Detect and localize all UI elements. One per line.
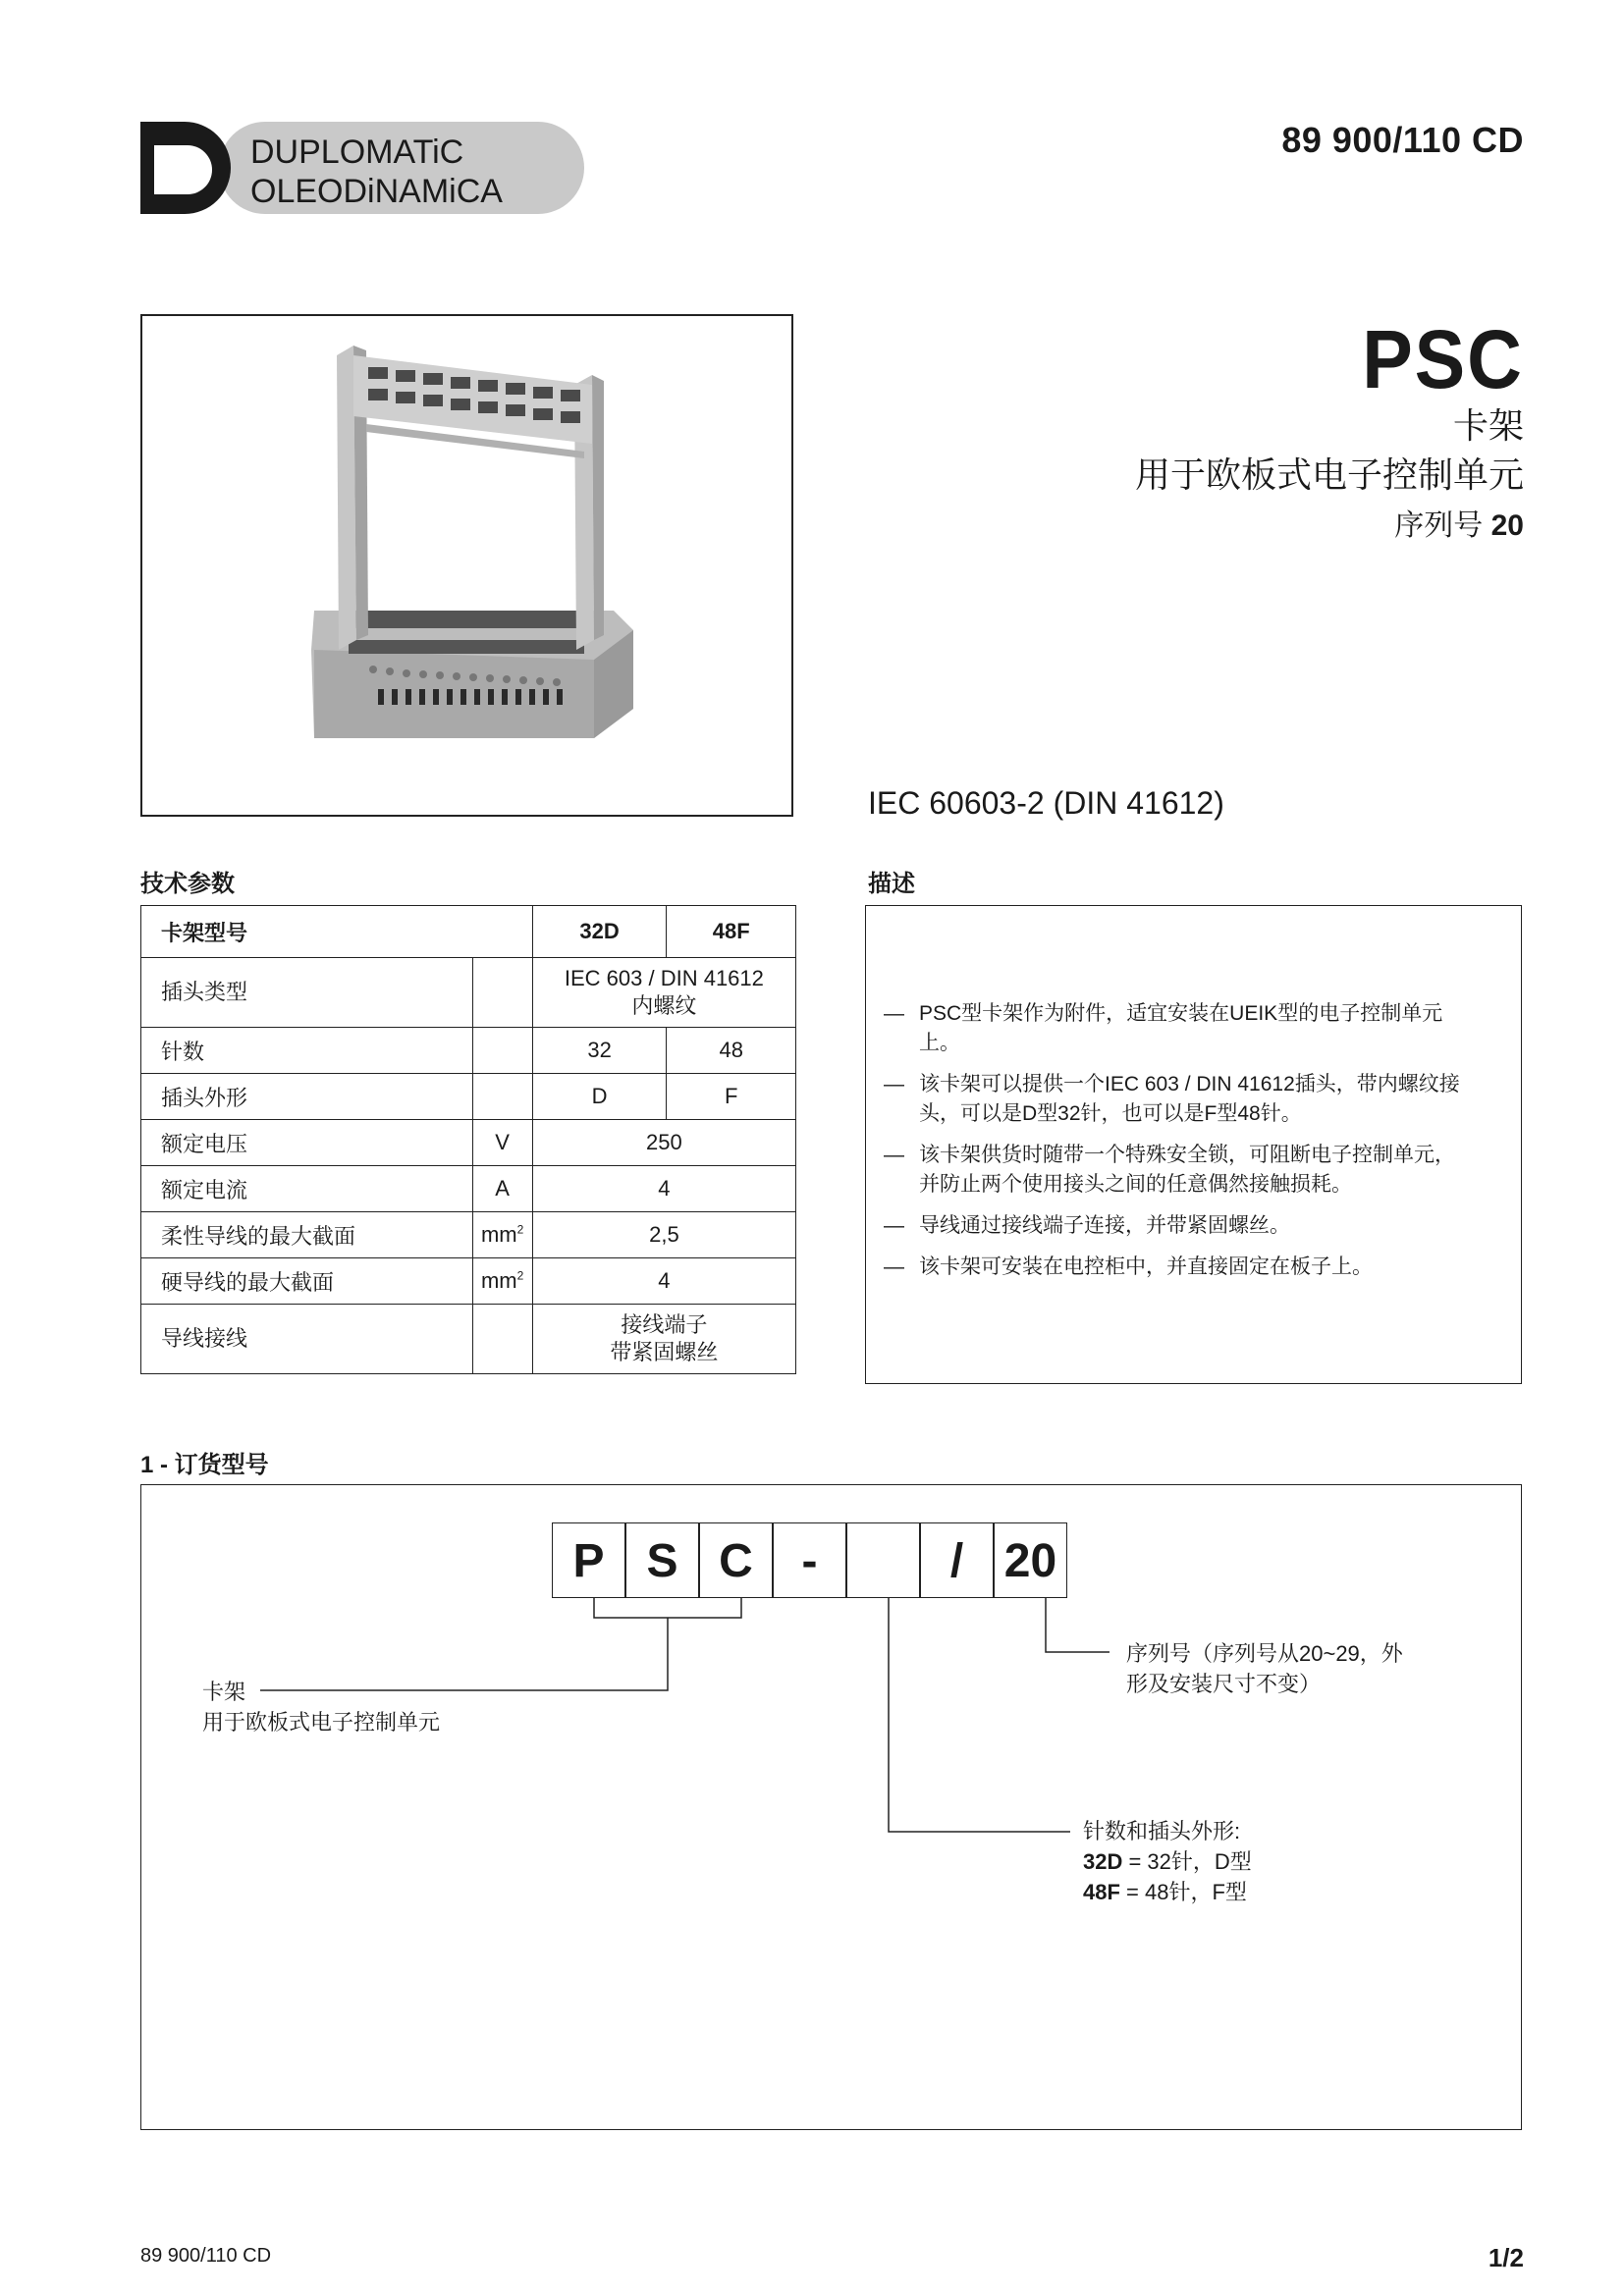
order-title: 1 - 订货型号 bbox=[140, 1452, 269, 1478]
code-cell-c: C bbox=[699, 1522, 773, 1598]
code-cell-dash: - bbox=[773, 1522, 846, 1598]
value-line-2: 带紧固螺丝 bbox=[610, 1340, 719, 1364]
table-cell-value: 4 bbox=[532, 1258, 795, 1305]
document-code: 89 900/110 CD bbox=[1281, 120, 1524, 160]
table-cell-label: 额定电流 bbox=[141, 1166, 473, 1212]
tech-title: 技术参数 bbox=[140, 871, 235, 897]
table-cell-value: F bbox=[667, 1074, 796, 1120]
item-line: 该卡架供货时随带一个特殊安全锁，可阻断电子控制单元， bbox=[919, 1144, 1455, 1166]
dash-mark: — bbox=[884, 1002, 904, 1025]
dash-mark: — bbox=[884, 1073, 904, 1095]
product-code: PSC bbox=[1362, 313, 1524, 405]
callout-pins-option bbox=[1083, 1846, 1252, 1877]
table-cell-label: 插头外形 bbox=[141, 1074, 473, 1120]
dash-mark: — bbox=[884, 1214, 904, 1237]
table-cell-label: 插头类型 bbox=[141, 958, 473, 1028]
standard-reference: IEC 60603-2 (DIN 41612) bbox=[868, 785, 1224, 821]
item-line: 并防止两个使用接头之间的任意偶然接触损耗。 bbox=[919, 1173, 1352, 1196]
table-cell-unit: A bbox=[472, 1166, 532, 1212]
callout-pins-option bbox=[1083, 1877, 1252, 1907]
table-cell-value: 32 bbox=[532, 1028, 667, 1074]
logo-line-2: OLEODiNAMiCA bbox=[250, 173, 503, 210]
option-text: = 32针，D型 bbox=[1122, 1849, 1252, 1874]
table-cell-label: 导线接线 bbox=[141, 1305, 473, 1374]
item-line: 该卡架可安装在电控柜中，并直接固定在板子上。 bbox=[919, 1255, 1373, 1278]
table-cell-label: 硬导线的最大截面 bbox=[141, 1258, 473, 1305]
logo-line-1: DUPLOMATiC bbox=[250, 133, 464, 171]
callout-pins bbox=[1083, 1816, 1252, 1907]
item-line: 导线通过接线端子连接，并带紧固螺丝。 bbox=[919, 1214, 1290, 1237]
callout-series-line-1: 序列号（序列号从20~29，外 bbox=[1126, 1641, 1403, 1666]
description-title: 描述 bbox=[868, 871, 915, 897]
table-cell-value: 4 bbox=[532, 1166, 795, 1212]
code-cell-series: 20 bbox=[994, 1522, 1067, 1598]
table-cell-label: 额定电压 bbox=[141, 1120, 473, 1166]
callout-series bbox=[1126, 1638, 1403, 1699]
table-header-label: 卡架型号 bbox=[141, 906, 533, 958]
code-cell-p: P bbox=[552, 1522, 625, 1598]
item-line: PSC型卡架作为附件，适宜安装在UEIK型的电子控制单元 bbox=[919, 1002, 1443, 1025]
item-line: 头，可以是D型32针，也可以是F型48针。 bbox=[919, 1102, 1302, 1125]
option-code: 32D bbox=[1083, 1849, 1123, 1874]
item-line: 该卡架可以提供一个IEC 603 / DIN 41612插头，带内螺纹接 bbox=[919, 1073, 1460, 1095]
table-cell-value: 2,5 bbox=[532, 1212, 795, 1258]
value-line-2: 内螺纹 bbox=[631, 993, 697, 1018]
unit-text: mm bbox=[480, 1268, 517, 1293]
product-name-line-2: 用于欧板式电子控制单元 bbox=[1134, 454, 1524, 495]
series-number: 20 bbox=[1490, 509, 1524, 542]
dash-mark: — bbox=[884, 1255, 904, 1278]
table-cell-label: 柔性导线的最大截面 bbox=[141, 1212, 473, 1258]
callout-type-line-2: 用于欧板式电子控制单元 bbox=[202, 1710, 441, 1735]
unit-superscript: 2 bbox=[516, 1268, 524, 1283]
dash-mark: — bbox=[884, 1144, 904, 1166]
unit-superscript: 2 bbox=[516, 1222, 524, 1237]
callout-pins-title: 针数和插头外形: bbox=[1083, 1819, 1241, 1843]
table-cell-label: 针数 bbox=[141, 1028, 473, 1074]
table-header-col1: 32D bbox=[532, 906, 667, 958]
item-line: 上。 bbox=[919, 1032, 960, 1054]
value-line-1: 接线端子 bbox=[621, 1312, 708, 1337]
callout-type-line-1: 卡架 bbox=[202, 1680, 246, 1704]
table-cell-unit: V bbox=[472, 1120, 532, 1166]
callout-type bbox=[202, 1677, 440, 1737]
table-cell-value: 250 bbox=[532, 1120, 795, 1166]
footer-doc-code: 89 900/110 CD bbox=[140, 2245, 272, 2267]
value-line-1: IEC 603 / DIN 41612 bbox=[564, 966, 764, 990]
code-cell-s: S bbox=[625, 1522, 699, 1598]
table-cell-value: 48 bbox=[667, 1028, 796, 1074]
page-number: 1/2 bbox=[1488, 2243, 1524, 2272]
callout-series-line-2: 形及安装尺寸不变） bbox=[1126, 1672, 1322, 1696]
option-code: 48F bbox=[1083, 1880, 1120, 1904]
table-header-col2: 48F bbox=[667, 906, 796, 958]
series-label-text: 序列号 bbox=[1394, 509, 1484, 542]
code-cell-slash: / bbox=[920, 1522, 994, 1598]
table-cell-value: D bbox=[532, 1074, 667, 1120]
unit-text: mm bbox=[480, 1222, 517, 1247]
option-text: = 48针，F型 bbox=[1119, 1880, 1247, 1904]
product-name-line-1: 卡架 bbox=[1452, 405, 1524, 446]
